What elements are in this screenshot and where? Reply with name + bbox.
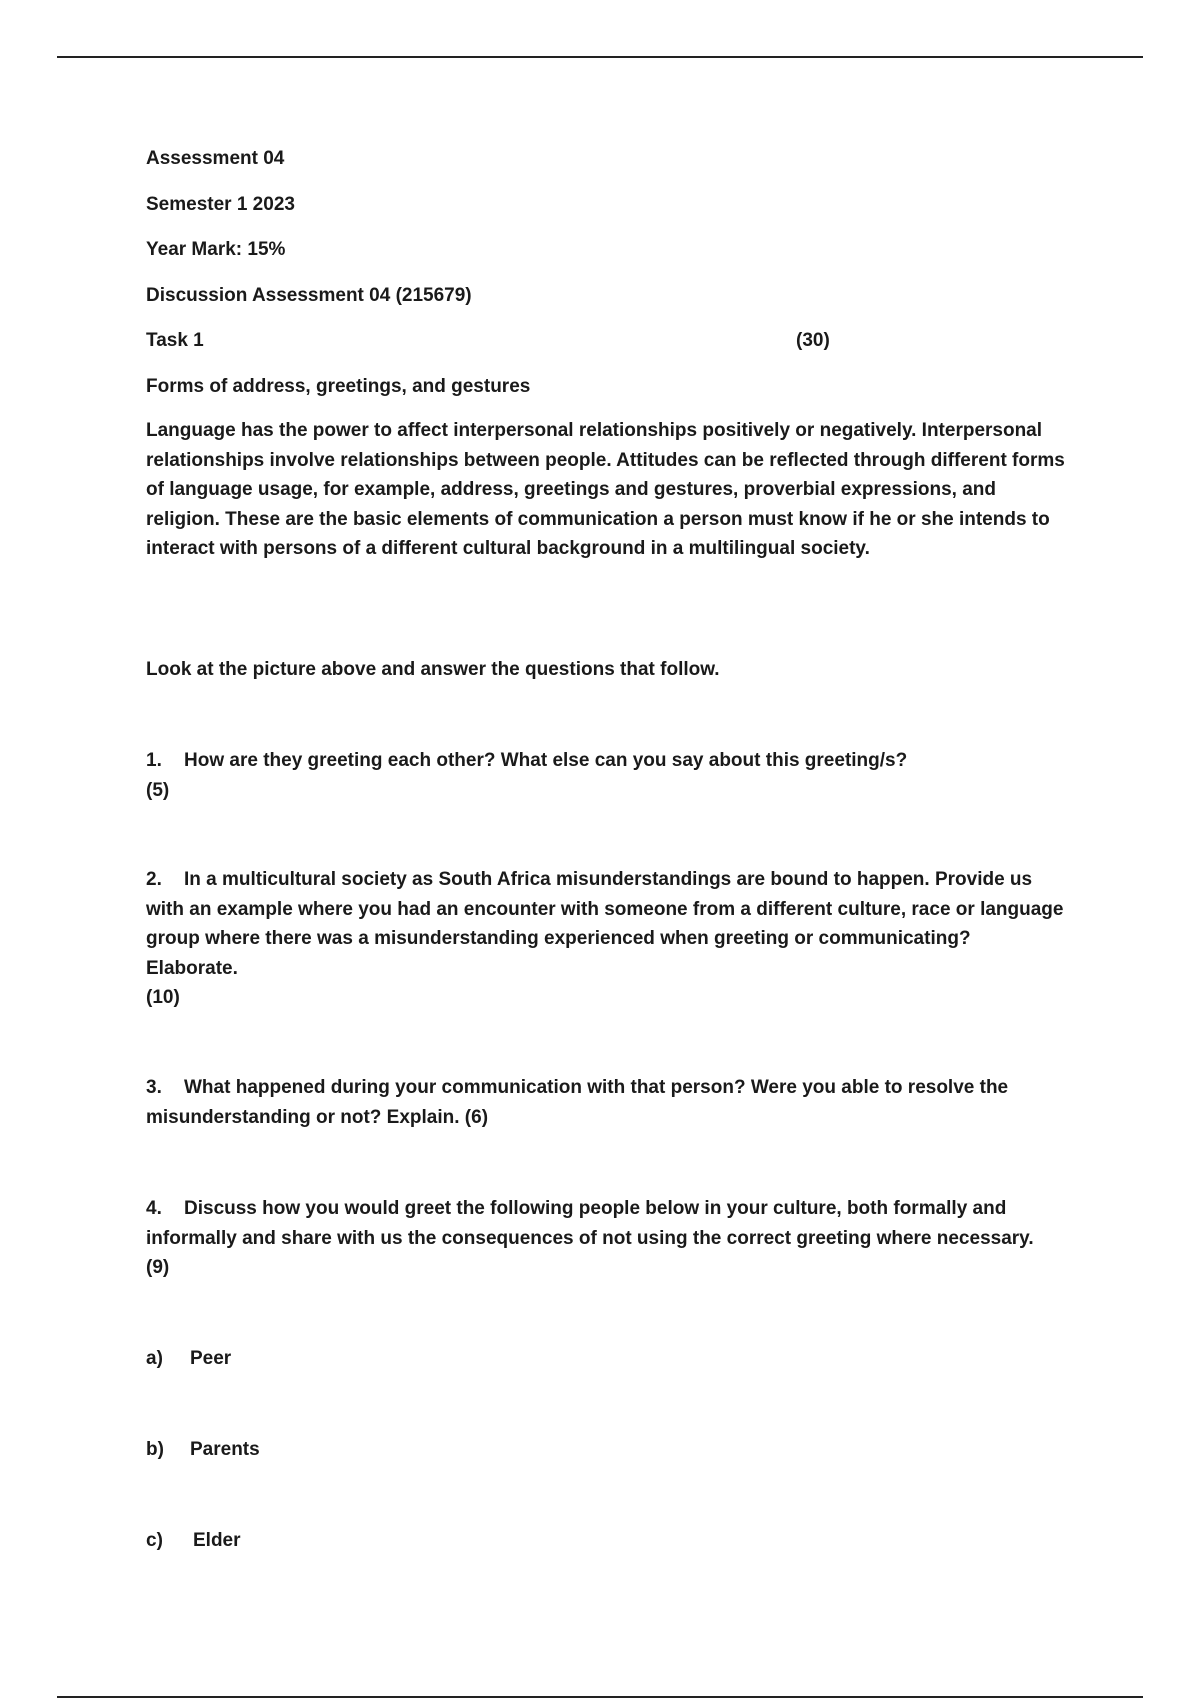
question-text: Discuss how you would greet the following people below in your culture, both formally and informally and share with us the consequences of not using the correct greeting where necessary. (146, 1198, 1034, 1249)
instruction-line: Look at the picture above and answer the questions that follow. (146, 659, 720, 680)
question-3 (146, 1073, 1066, 1132)
topic-heading: Forms of address, greetings, and gestures (146, 376, 531, 397)
option-label: a) (146, 1348, 163, 1369)
option-b (146, 1435, 260, 1464)
option-a (146, 1344, 231, 1373)
option-text: Parents (190, 1439, 260, 1460)
option-c (146, 1526, 241, 1555)
question-text: How are they greeting each other? What else can you say about this greeting/s? (184, 750, 908, 771)
question-number: 1. (146, 750, 162, 771)
question-text: In a multicultural society as South Africa misunderstandings are bound to happen. Provide us with an example where you had an encounter with someone from a different culture, race or language group where there was a misunderstanding experienced when greeting or communicating? Elaborate. (146, 869, 1064, 979)
task-marks: (30) (796, 330, 830, 351)
discussion-line: Discussion Assessment 04 (215679) (146, 285, 472, 306)
question-number: 3. (146, 1077, 162, 1098)
year-mark-line: Year Mark: 15% (146, 239, 286, 260)
task-line (146, 326, 1066, 355)
top-rule (57, 56, 1143, 58)
semester-line: Semester 1 2023 (146, 194, 295, 215)
task-label: Task 1 (146, 330, 204, 351)
question-text: What happened during your communication with that person? Were you able to resolve the misunderstanding or not? Explain. (6) (146, 1077, 1009, 1128)
assessment-title: Assessment 04 (146, 148, 285, 169)
intro-paragraph: Language has the power to affect interpersonal relationships positively or negatively. Interpersonal relationships involve relationships between people. Attitudes can be reflected through different forms of language usage, for example, address, greetings and gestures, proverbial expressions, and religion. These are the basic elements of communication a person must know if he or she intends to interact with persons of a different cultural background in a multilingual society. (146, 420, 1065, 559)
question-number: 2. (146, 869, 162, 890)
question-number: 4. (146, 1198, 162, 1219)
question-2 (146, 865, 1066, 1013)
question-marks: (5) (146, 779, 170, 801)
question-marks: (10) (146, 987, 180, 1008)
option-text: Peer (190, 1348, 232, 1369)
option-text: Elder (193, 1530, 241, 1551)
option-label: c) (146, 1530, 163, 1551)
question-4 (146, 1194, 1066, 1283)
bottom-rule (57, 1696, 1143, 1698)
question-1 (146, 746, 1066, 805)
question-marks: (9) (146, 1257, 170, 1278)
option-label: b) (146, 1439, 164, 1460)
